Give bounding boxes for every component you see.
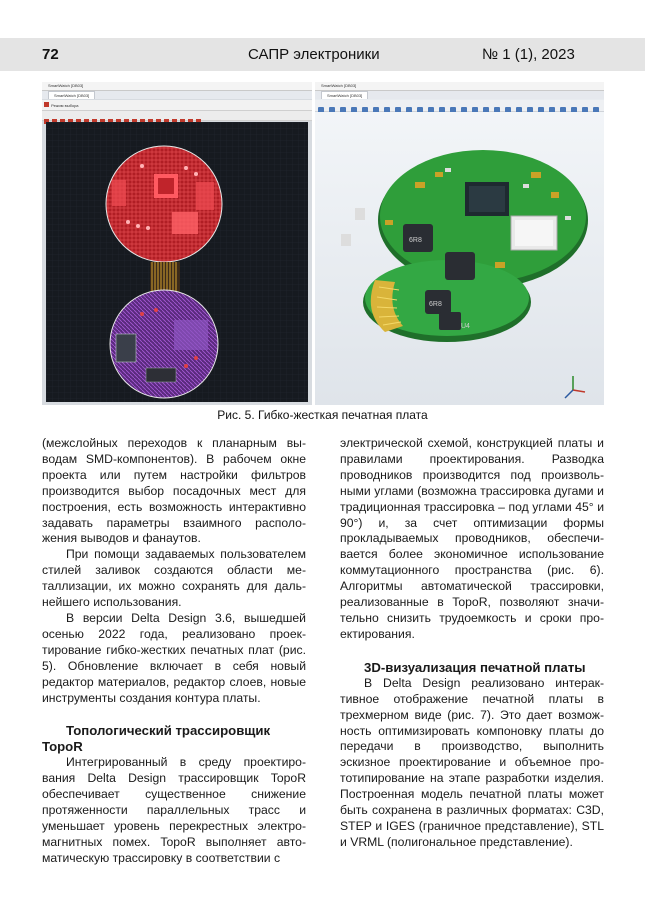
component-label-3: U4	[461, 323, 470, 330]
document-tab-3d: SmartWatch [DB03]	[321, 91, 368, 99]
pcb-layout-image	[46, 122, 308, 402]
paragraph: В Delta Design реализовано интерактивное отображение печатной платы в трехмерном виде (рис. 7). Это дает возможность оптимизировать компоновку платы до передачи в производство, выполнить эскизное проектирование и объемное прототипирование на этапе разработки изделия. Построенная модель печатной платы может быть сохранена в различных форматах: C3D, STEP и IGES (граничное представление), STL и VRML (полигональное представление).	[340, 675, 604, 849]
paragraph: Интегрированный в среду проектирования Delta Design трассировщик TopoR обеспечивает существенное снижение протяженности параллельных трасс и уменьшает уровень перекрестных электромагнитных помех. TopoR выполняет автоматическую трассировку в соответствии с	[42, 755, 306, 865]
pcb-canvas	[46, 122, 308, 402]
left-column	[42, 436, 306, 867]
component-label-2: 6R8	[429, 301, 442, 308]
pcb-3d-render-image	[315, 112, 604, 405]
select-mode-icon	[44, 102, 49, 107]
tab-bar	[42, 91, 312, 99]
window-title: SmartWatch [DB03]	[42, 82, 312, 91]
document-tab: SmartWatch [DB03]	[48, 91, 95, 99]
figure-caption: Рис. 5. Гибко-жесткая печатная плата	[217, 408, 428, 422]
figure-5	[42, 82, 604, 405]
mode-toolbar	[42, 100, 312, 111]
issue-number: № 1 (1), 2023	[482, 46, 575, 63]
tab-bar-3d	[315, 91, 604, 99]
toolbar-mode-label: Режим выбора	[51, 103, 79, 108]
window-title-3d: SmartWatch [DB03]	[315, 82, 604, 91]
view3d-canvas	[315, 112, 604, 405]
axes-gizmo	[565, 376, 585, 398]
section-heading: 3D-визуализация печатной платы	[364, 659, 586, 675]
paragraph: (межслойных переходов к планарным выводам SMD-компонентов). В рабочем окне проекта или путем настройки фильтров производится выбор посадочных мест для построения, есть возможность интерактивно задавать параметры взаимного расположения выводов и фанаутов.	[42, 436, 306, 546]
pcb-editor-screenshot	[42, 82, 312, 405]
pcb-3d-view-screenshot	[315, 82, 604, 405]
running-header	[0, 38, 645, 71]
component-label-1: 6R8	[409, 237, 422, 244]
tools-toolbar	[42, 111, 312, 121]
journal-title: САПР электроники	[248, 46, 380, 63]
paragraph: электрической схемой, конструкцией платы и правилами проектирования. Разводка проводников производится под произвольными углами (возможна трассировка дугами и традиционная трассировка – под углами 45° и 90°) и, за счет оптимизации формы прокладываемых проводников, обеспечивается более экономичное использование коммутационного пространства (рис. 6). Алгоритмы автоматической трассировки, реализованные в TopoR, позволяют значительно снизить трудоемкость и сроки проектирования.	[340, 436, 604, 641]
paragraph: В версии Delta Design 3.6, вышедшей осенью 2022 года, реализовано проектирование гибко-жестких печатных плат (рис. 5). Обновление включает в себя новый редактор материалов, редактор слоев, новые инструменты создания контура платы.	[42, 610, 306, 705]
section-heading: Топологический трассировщик TopoR	[42, 723, 271, 755]
view3d-toolbar	[315, 100, 604, 112]
right-column	[340, 436, 604, 851]
paragraph: При помощи задаваемых пользователем стилей заливок создаются области металлизации, их можно сохранять для дальнейшего использования.	[42, 547, 306, 610]
page-number: 72	[42, 46, 59, 63]
